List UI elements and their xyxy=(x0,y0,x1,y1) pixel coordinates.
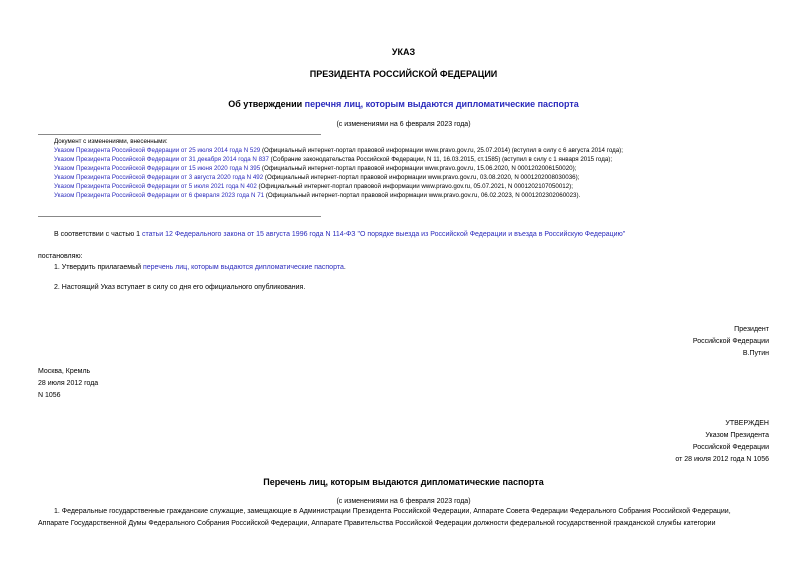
changes-item-link[interactable]: Указом Президента Российской Федерации от 25 июля 2014 года N 529 xyxy=(54,147,261,154)
decree-item-1-prefix: 1. Утвердить прилагаемый xyxy=(54,264,143,271)
bottom-divider xyxy=(38,216,321,217)
place-date-block xyxy=(38,366,98,402)
preamble-law-link[interactable]: статьи 12 Федерального закона от 15 августа 1996 года N 114-ФЗ "О порядке выезда из Российской Федерации и въезда в Российскую Федерацию" xyxy=(142,231,626,238)
signature-title: Президент xyxy=(734,326,769,333)
top-divider xyxy=(38,134,321,135)
changes-item xyxy=(54,191,623,200)
list-title: Перечень лиц, которым выдаются дипломатические паспорта xyxy=(263,477,544,487)
decree-subheading: ПРЕЗИДЕНТА РОССИЙСКОЙ ФЕДЕРАЦИИ xyxy=(309,69,498,79)
approval-block xyxy=(675,418,769,466)
changes-item-text: (Официальный интернет-портал правовой информации www.pravo.gov.ru, 15.06.2020, N 0001202006150020); xyxy=(260,165,577,172)
list-amendment-note: (с изменениями на 6 февраля 2023 года) xyxy=(336,498,471,505)
decree-word: постановляю: xyxy=(38,253,83,260)
changes-item xyxy=(54,146,623,155)
changes-item xyxy=(54,164,623,173)
signature-block xyxy=(693,324,769,360)
decree-item-1-suffix: . xyxy=(343,264,346,271)
document-title xyxy=(0,99,807,109)
preamble xyxy=(54,231,625,238)
decree-item-1 xyxy=(54,264,346,271)
approval-by: Указом Президента xyxy=(705,432,769,439)
changes-item-text: (Официальный интернет-портал правовой информации www.pravo.gov.ru, 03.08.2020, N 0001202008030036); xyxy=(263,174,580,181)
changes-item-text: (Официальный интернет-портал правовой информации www.pravo.gov.ru, 06.02.2023, N 0001202302060023). xyxy=(264,192,581,199)
place: Москва, Кремль xyxy=(38,368,91,375)
changes-item-link[interactable]: Указом Президента Российской Федерации от 31 декабря 2014 года N 837 xyxy=(54,156,269,163)
approval-org: Российской Федерации xyxy=(692,444,769,451)
document-title-link[interactable]: перечня лиц, которым выдаются дипломатические паспорта xyxy=(304,99,579,109)
signature-name: В.Путин xyxy=(742,350,769,357)
changes-item-link[interactable]: Указом Президента Российской Федерации от 3 августа 2020 года N 492 xyxy=(54,174,264,181)
changes-item xyxy=(54,155,623,164)
list-item-1-line-1: 1. Федеральные государственные гражданские служащие, замещающие в Администрации Президента Российской Федерации, Аппарате Совета Федерации Федерального Собрания Российской Федерации, xyxy=(54,508,731,515)
changes-item-link[interactable]: Указом Президента Российской Федерации от 15 июня 2020 года N 395 xyxy=(54,165,261,172)
decree-item-1-link[interactable]: перечень лиц, которым выдаются дипломатические паспорта xyxy=(142,264,344,271)
decree-heading: УКАЗ xyxy=(391,47,416,57)
changes-item-text: (Официальный интернет-портал правовой информации www.pravo.gov.ru, 05.07.2021, N 0001202107050012); xyxy=(256,183,573,190)
decree-item-2: 2. Настоящий Указ вступает в силу со дня его официального опубликования. xyxy=(54,284,306,291)
approval-status: УТВЕРЖДЕН xyxy=(725,420,769,427)
decree-number: N 1056 xyxy=(38,392,61,399)
amendment-note: (с изменениями на 6 февраля 2023 года) xyxy=(336,121,471,128)
approval-date: от 28 июля 2012 года N 1056 xyxy=(675,456,769,463)
changes-item-link[interactable]: Указом Президента Российской Федерации от 5 июля 2021 года N 402 xyxy=(54,183,257,190)
list-item-1-line-2: Аппарате Государственной Думы Федерального Собрания Российской Федерации, Аппарате Правительства Российской Федерации должности федеральной государственной гражданской службы категории xyxy=(38,520,716,527)
date: 28 июля 2012 года xyxy=(38,380,99,387)
changes-intro: Документ с изменениями, внесенными: xyxy=(54,138,168,145)
preamble-text: В соответствии с частью 1 xyxy=(54,231,143,238)
signature-org: Российской Федерации xyxy=(692,338,769,345)
changes-item-text: (Официальный интернет-портал правовой информации www.pravo.gov.ru, 25.07.2014) (вступил в силу с 6 августа 2014 года); xyxy=(260,147,623,154)
changes-item-link[interactable]: Указом Президента Российской Федерации от 6 февраля 2023 года N 71 xyxy=(54,192,265,199)
changes-item-text: (Собрание законодательства Российской Федерации, N 11, 16.03.2015, ст.1585) (вступил в силу с 1 января 2015 года); xyxy=(268,156,613,163)
document-title-prefix: Об утверждении xyxy=(228,99,305,109)
changes-item xyxy=(54,173,623,182)
changes-item xyxy=(54,182,623,191)
changes-list xyxy=(54,137,623,200)
